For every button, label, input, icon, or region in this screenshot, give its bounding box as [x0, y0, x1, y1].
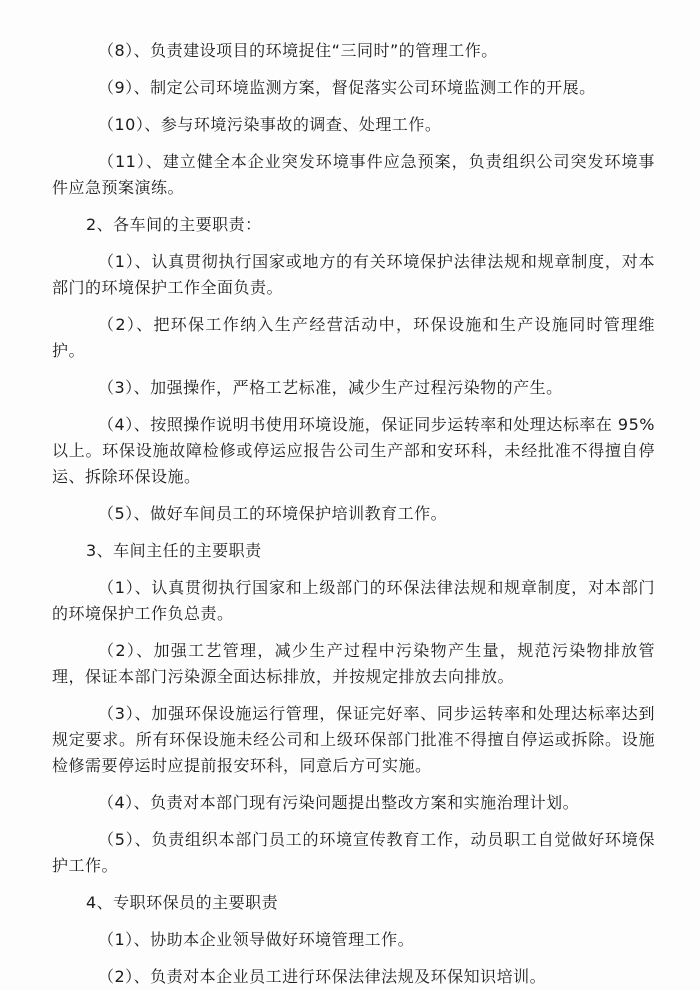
- workshop-duty-3: （3）、加强操作，严格工艺标准，减少生产过程污染物的产生。: [98, 378, 563, 397]
- director-duty-3: （3）、加强环保设施运行管理，保证完好率、同步运转率和处理达标率达到规定要求。所有环保设施未经公司和上级环保部门批准不得擅自停运或拆除。设施检修需要停运时应提前报安环科，同意后方可实施。: [52, 704, 655, 775]
- section-heading-director: 3、车间主任的主要职责: [86, 541, 262, 560]
- director-duty-1: （1）、认真贯彻执行国家和上级部门的环保法律法规和规章制度，对本部门的环境保护工作负总责。: [52, 578, 655, 623]
- section-heading-env-officer: 4、专职环保员的主要职责: [86, 893, 279, 912]
- section-heading-workshop: 2、各车间的主要职责：: [86, 215, 262, 234]
- paragraph-item-8: （8）、负责建设项目的环境捉住“三同时”的管理工作。: [98, 41, 498, 60]
- workshop-duty-2: （2）、把环保工作纳入生产经营活动中，环保设施和生产设施同时管理维护。: [52, 315, 655, 360]
- director-duty-2: （2）、加强工艺管理，减少生产过程中污染物产生量，规范污染物排放管理，保证本部门污染源全面达标排放，并按规定排放去向排放。: [52, 641, 655, 686]
- director-duty-5: （5）、负责组织本部门员工的环境宣传教育工作，动员职工自觉做好环境保护工作。: [52, 830, 655, 875]
- paragraph-item-9: （9）、制定公司环境监测方案，督促落实公司环境监测工作的开展。: [98, 78, 596, 97]
- director-duty-4: （4）、负责对本部门现有污染问题提出整改方案和实施治理计划。: [98, 793, 580, 812]
- env-officer-duty-2: （2）、负责对本企业员工进行环保法律法规及环保知识培训。: [98, 967, 547, 986]
- paragraph-item-10: （10）、参与环境污染事故的调查、处理工作。: [98, 115, 442, 134]
- paragraph-item-11: （11）、建立健全本企业突发环境事件应急预案，负责组织公司突发环境事件应急预案演练。: [52, 152, 655, 197]
- workshop-duty-4: （4）、按照操作说明书使用环境设施，保证同步运转率和处理达标率在 95%以上。环保设施故障检修或停运应报告公司生产部和安环科，未经批准不得擅自停运、拆除环保设施。: [52, 415, 655, 486]
- workshop-duty-1: （1）、认真贯彻执行国家或地方的有关环境保护法律法规和规章制度，对本部门的环境保护工作全面负责。: [52, 252, 655, 297]
- env-officer-duty-1: （1）、协助本企业领导做好环境管理工作。: [98, 930, 415, 949]
- workshop-duty-5: （5）、做好车间员工的环境保护培训教育工作。: [98, 504, 448, 523]
